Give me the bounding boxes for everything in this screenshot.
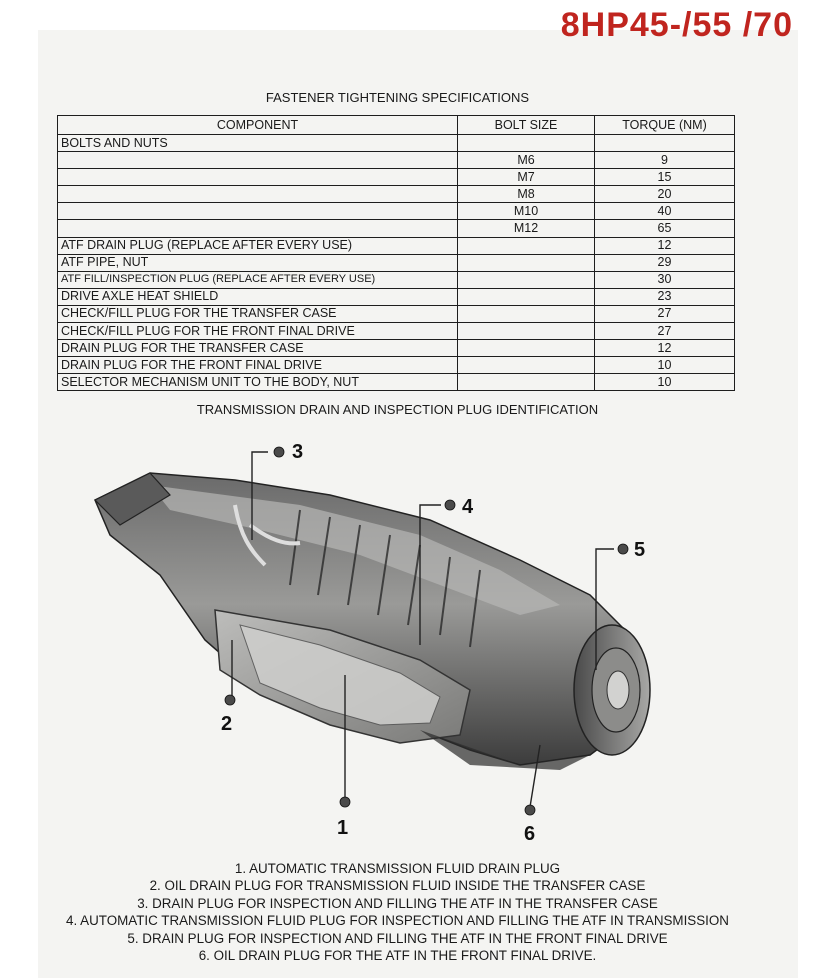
- cell-bolt-size: [458, 305, 595, 322]
- cell-torque: 15: [595, 169, 735, 186]
- transmission-illustration: [0, 425, 795, 855]
- cell-bolt-size: [458, 374, 595, 391]
- cell-torque: 27: [595, 323, 735, 340]
- cell-component: SELECTOR MECHANISM UNIT TO THE BODY, NUT: [58, 374, 458, 391]
- header-torque: TORQUE (NM): [595, 116, 735, 135]
- table-row: [58, 135, 735, 152]
- cell-bolt-size: [458, 323, 595, 340]
- callout-1: 1: [337, 817, 349, 839]
- transmission-body: [95, 473, 650, 770]
- legend-item: 5. DRAIN PLUG FOR INSPECTION AND FILLING THE ATF IN THE FRONT FINAL DRIVE: [127, 930, 668, 946]
- cell-bolt-size: [458, 135, 595, 152]
- cell-torque: 65: [595, 220, 735, 237]
- table-row: [58, 305, 735, 322]
- cell-component: CHECK/FILL PLUG FOR THE FRONT FINAL DRIVE: [58, 323, 458, 340]
- cell-component: [58, 152, 458, 169]
- cell-torque: [595, 135, 735, 152]
- cell-component: CHECK/FILL PLUG FOR THE TRANSFER CASE: [58, 305, 458, 322]
- cell-bolt-size: M10: [458, 203, 595, 220]
- spec-table-title: FASTENER TIGHTENING SPECIFICATIONS: [265, 90, 530, 105]
- legend-item: 1. AUTOMATIC TRANSMISSION FLUID DRAIN PLUG: [234, 861, 561, 876]
- table-row: [58, 357, 735, 374]
- legend-item: 4. AUTOMATIC TRANSMISSION FLUID PLUG FOR INSPECTION AND FILLING THE ATF IN TRANSMISSION: [66, 913, 729, 929]
- table-row: [58, 271, 735, 288]
- callout-6: 6: [524, 823, 536, 845]
- legend-item: 2. OIL DRAIN PLUG FOR TRANSMISSION FLUID INSIDE THE TRANSFER CASE: [149, 878, 646, 894]
- cell-component: [58, 169, 458, 186]
- cell-component: [58, 203, 458, 220]
- table-row: [58, 186, 735, 203]
- table-row: [58, 254, 735, 271]
- cell-component: DRIVE AXLE HEAT SHIELD: [58, 288, 458, 305]
- cell-bolt-size: [458, 237, 595, 254]
- table-row: [58, 374, 735, 391]
- diagram-title: TRANSMISSION DRAIN AND INSPECTION PLUG IDENTIFICATION: [196, 402, 599, 417]
- cell-component: [58, 220, 458, 237]
- cell-bolt-size: [458, 357, 595, 374]
- cell-component: ATF DRAIN PLUG (REPLACE AFTER EVERY USE): [58, 237, 458, 254]
- cell-component: [58, 186, 458, 203]
- legend: [0, 860, 795, 964]
- cell-torque: 9: [595, 152, 735, 169]
- cell-component: ATF FILL/INSPECTION PLUG (REPLACE AFTER EVERY USE): [58, 271, 458, 288]
- cell-bolt-size: M12: [458, 220, 595, 237]
- cell-bolt-size: [458, 254, 595, 271]
- cell-bolt-size: [458, 340, 595, 357]
- table-row: [58, 152, 735, 169]
- cell-component: ATF PIPE, NUT: [58, 254, 458, 271]
- table-row: [58, 169, 735, 186]
- cell-component: DRAIN PLUG FOR THE TRANSFER CASE: [58, 340, 458, 357]
- cell-torque: 20: [595, 186, 735, 203]
- cell-bolt-size: M8: [458, 186, 595, 203]
- cell-bolt-size: [458, 271, 595, 288]
- model-tag: 8HP45-/55 /70: [560, 6, 793, 44]
- cell-torque: 40: [595, 203, 735, 220]
- cell-torque: 12: [595, 340, 735, 357]
- callout-4: 4: [462, 496, 474, 518]
- cell-bolt-size: M7: [458, 169, 595, 186]
- cell-bolt-size: [458, 288, 595, 305]
- table-row: [58, 323, 735, 340]
- cell-torque: 10: [595, 374, 735, 391]
- callout-5: 5: [634, 539, 646, 561]
- cell-torque: 23: [595, 288, 735, 305]
- table-row: [58, 340, 735, 357]
- cell-torque: 29: [595, 254, 735, 271]
- header-component: COMPONENT: [58, 116, 458, 135]
- cell-torque: 30: [595, 271, 735, 288]
- header-bolt-size: BOLT SIZE: [458, 116, 595, 135]
- cell-component: BOLTS AND NUTS: [58, 135, 458, 152]
- cell-torque: 10: [595, 357, 735, 374]
- legend-item: 6. OIL DRAIN PLUG FOR THE ATF IN THE FRONT FINAL DRIVE.: [198, 948, 597, 964]
- cell-component: DRAIN PLUG FOR THE FRONT FINAL DRIVE: [58, 357, 458, 374]
- callout-3: 3: [292, 441, 304, 463]
- table-header-row: [58, 116, 735, 135]
- callout-2: 2: [221, 713, 233, 735]
- cell-torque: 27: [595, 305, 735, 322]
- table-row: [58, 220, 735, 237]
- cell-bolt-size: M6: [458, 152, 595, 169]
- table-row: [58, 237, 735, 254]
- cell-torque: 12: [595, 237, 735, 254]
- table-row: [58, 288, 735, 305]
- table-row: [58, 203, 735, 220]
- legend-item: 3. DRAIN PLUG FOR INSPECTION AND FILLING THE ATF IN THE TRANSFER CASE: [137, 895, 658, 911]
- spec-table: [57, 115, 735, 391]
